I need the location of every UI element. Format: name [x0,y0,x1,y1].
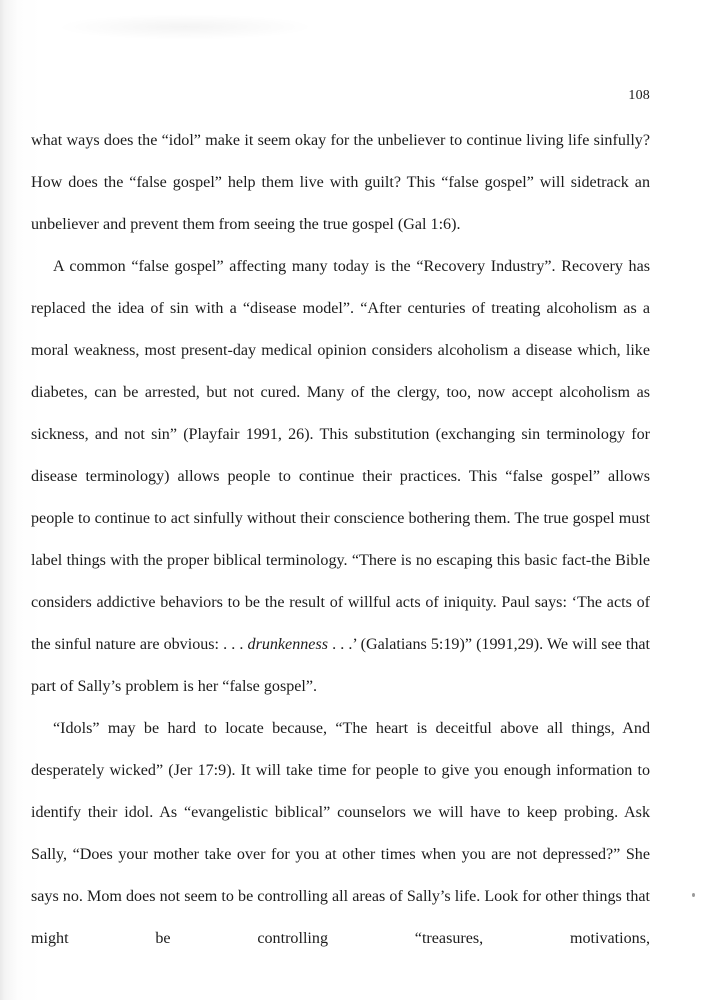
paragraph-3: “Idols” may be hard to locate because, “The heart is deceitful above all things, And desperately wicked” (Jer 17:9). It will take time for people to give you enough information to identify their idol. As “evangelistic biblical” counselors we will have to keep probing. Ask Sally, “Does your mother take over for you at other times when you are not depressed?” She says no. Mom does not seem to be controlling all areas of Sally’s life. Look for other things that might be controlling “treasures, motivations, [31,720,650,947]
paragraph-2: A common “false gospel” affecting many today is the “Recovery Industry”. Recovery has replaced the idea of sin with a “disease model”. “After centuries of treating alcoholism as a moral weakness, most present-day medical opinion considers alcoholism a disease which, like diabetes, can be arrested, but not cured. Many of the clergy, too, now accept alcoholism as sickness, and not sin” (Playfair 1991, 26). This substitution (exchanging sin terminology for disease terminology) allows people to continue their practices. This “false gospel” allows people to continue to act sinfully without their conscience bothering them. The true gospel must label things with the proper biblical terminology. “There is no escaping this basic fact-the Bible considers addictive behaviors to be the result of willful acts of iniquity. Paul says: ‘The acts of the sinful nature are obvious: . . . drunkenness . . .’ (Galatians 5:19)” (1991,29). We will see that part of Sally’s problem is her “false gospel”. [31,258,650,695]
paragraph-1: what ways does the “idol” make it seem okay for the unbeliever to continue living life sinfully? How does the “false gospel” help them live with guilt? This “false gospel” will sidetrack an unbeliever and prevent them from seeing the true gospel (Gal 1:6). [31,132,650,233]
scan-speck [692,893,695,897]
body-text [31,120,650,960]
page-number: 108 [628,88,650,103]
bleed-through-shadow [55,14,315,40]
